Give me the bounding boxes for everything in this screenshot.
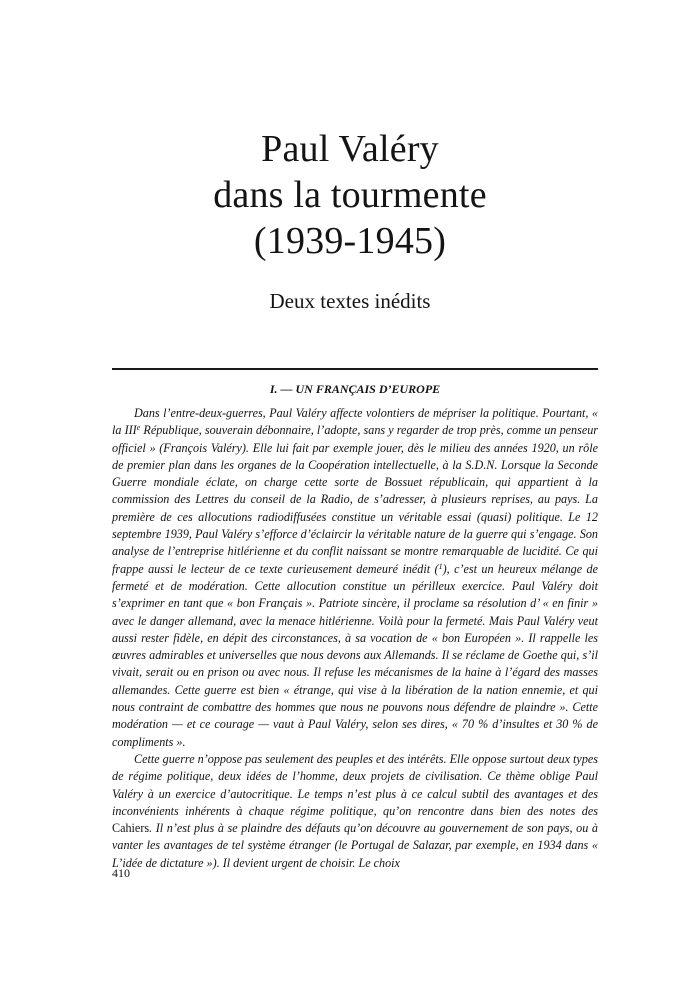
page-number: 410 [112, 866, 130, 880]
paragraph-2-text-a: Cette guerre n’oppose pas seulement des peuples et des intérêts. Elle oppose surtout deux types de régime politique, deux idées de l’homme, deux projets de civilisation. Ce thème oblige Paul Valéry à un exercice d’autocritique. Le temps n’est plus à ce calcul subtil des avantages et des inconvénients inhérents à chaque régime politique, qu’on rencontre dans bien des notes des [112, 751, 598, 818]
title-line-1: Paul Valéry [261, 128, 439, 170]
article-title [0, 126, 700, 264]
paragraph-1-text-c: ), c’est un heureux mélange de fermeté et de modération. Cette allocution constitue un périlleux exercice. Paul Valéry doit s’exprimer en tant que « bon Français ». Patriote sincère, il proclame sa résolution d’ « en finir » avec le danger allemand, avec la menace hitlérienne. Voilà pour la fermeté. Mais Paul Valéry veut aussi rester fidèle, en dépit des circonstances, à sa vocation de « bon Européen ». Il rappelle les œuvres admirables et universelles que nous devons aux Allemands. Il se réclame de Goethe qui, s’il vivait, serait ou en prison ou avec nous. Il refuse les mécanismes de la haine à l’égard des masses allemandes. Cette guerre est bien « étrange, qui vise à la libération de la nation ennemie, et qui nous contraint de combattre des hommes que nous ne pouvons nous défendre de plaindre ». Cette modération — et ce courage — vaut à Paul Valéry, selon ses dires, « 70 % d’insultes et 30 % de compliments ». [112, 561, 598, 749]
paragraph-2-text-b: . Il n’est plus à se plaindre des défauts qu’on découvre au gouvernement de son pays, ou à vanter les avantages de tel système étranger (le Portugal de Salazar, par exemple, en 1934 dans « L’idée de dictature »). Il devient urgent de choisir. Le choix [112, 821, 598, 870]
title-line-3: (1939-1945) [253, 220, 447, 262]
paragraph-1-text-a: Dans l’entre-deux-guerres, Paul Valéry affecte volontiers de mépriser la politique. Pourtant, « la III [112, 406, 598, 438]
superscript-e: e [136, 423, 141, 433]
section-heading: I. — UN FRANÇAIS D’EUROPE [269, 382, 441, 396]
title-line-2: dans la tourmente [213, 174, 487, 216]
footnote-marker: 1 [438, 561, 443, 571]
paragraph-2 [112, 751, 598, 872]
body-text [112, 405, 598, 872]
cahiers-title: Cahiers [112, 821, 150, 836]
article-subtitle: Deux textes inédits [269, 289, 431, 313]
paragraph-1 [112, 405, 598, 751]
horizontal-divider [112, 368, 598, 370]
paragraph-1-text-b: République, souverain débonnaire, l’adopte, sans y regarder de trop près, comme un penseur officiel » (François Valéry). Elle lui fait par exemple jouer, dès le milieu des années 1920, un rôle de premier plan dans les organes de la Coopération intellectuelle, à la S.D.N. Lorsque la Seconde Guerre mondiale éclate, on charge cette sorte de Bossuet républicain, qui appartient à la commission des Lettres du conseil de la Radio, de s’adresser, à plusieurs reprises, au pays. La première de ces allocutions radiodiffusées constitue un véritable essai (quasi) politique. Le 12 septembre 1939, Paul Valéry s’efforce d’éclaircir la véritable nature de la guerre qui s’engage. Son analyse de l’entreprise hitlérienne et du conflit naissant se montre remarquable de lucidité. Ce qui frappe aussi le lecteur de ce texte curieusement demeuré inédit ( [112, 423, 599, 576]
